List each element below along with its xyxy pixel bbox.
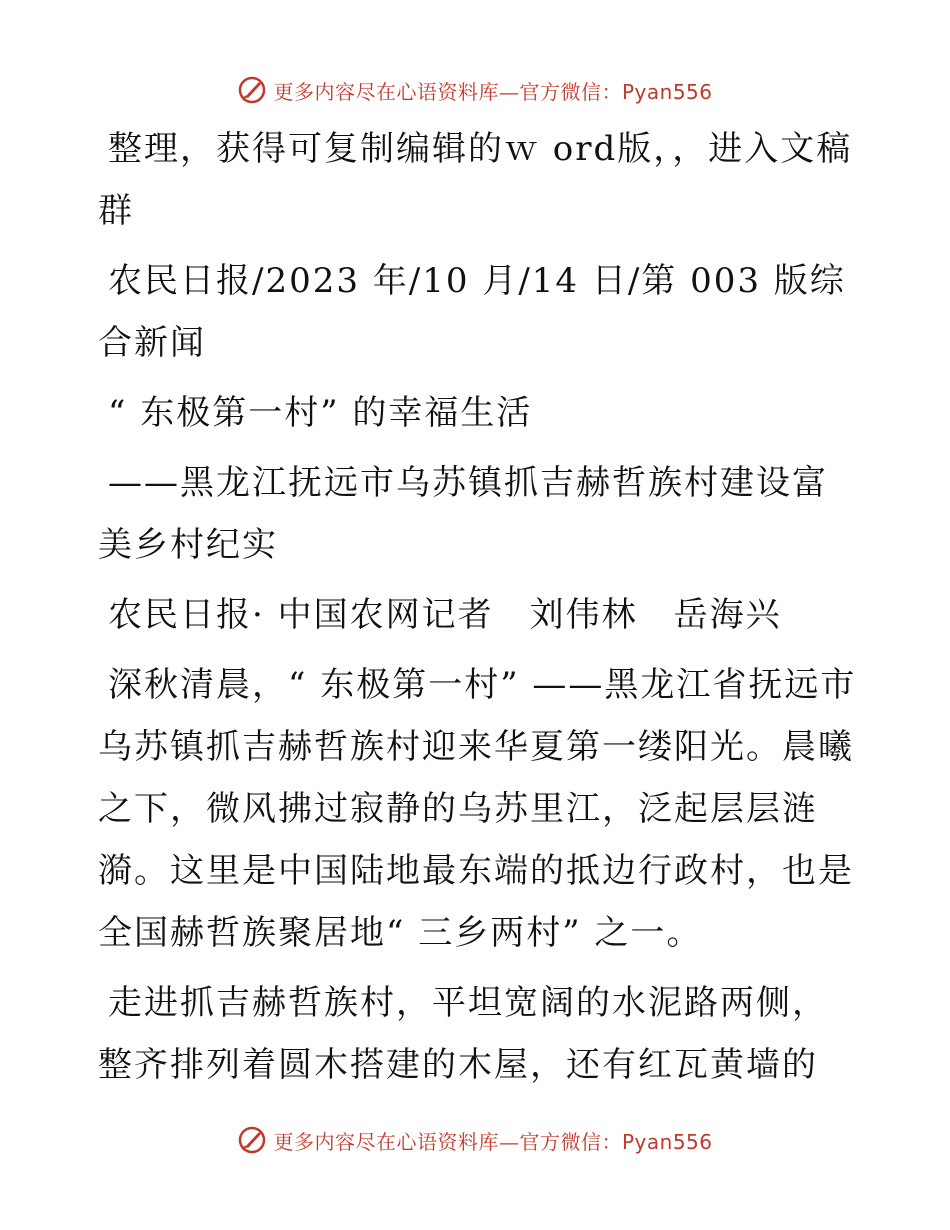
watermark-text bbox=[273, 76, 712, 105]
watermark-dash: — bbox=[498, 1129, 520, 1154]
byline: 农民日报· 中国农网记者 刘伟林 岳海兴 bbox=[108, 595, 782, 635]
article-title: “ 东极第一村” 的幸福生活 bbox=[108, 393, 533, 433]
watermark-wechat-label: 官方微信： bbox=[519, 79, 622, 104]
intro-paragraph: 整理，获得可复制编辑的ｗ ord版，，进入文稿群 bbox=[98, 129, 853, 231]
watermark-wechat-id: Pyan556 bbox=[621, 1129, 713, 1154]
quill-logo-icon bbox=[237, 75, 267, 105]
watermark-wechat-id: Pyan556 bbox=[621, 79, 713, 104]
source-line: 农民日报/2023 年/10 月/14 日/第 003 版综合新闻 bbox=[98, 261, 846, 363]
article-subtitle: ——黑龙江抚远市乌苏镇抓吉赫哲族村建设富美乡村纪实 bbox=[98, 463, 828, 565]
watermark-text bbox=[273, 1126, 712, 1155]
watermark-site-text: 更多内容尽在心语资料库 bbox=[273, 1129, 499, 1154]
body-paragraph: 深秋清晨，“ 东极第一村” ——黑龙江省抚远市乌苏镇抓吉赫哲族村迎来华夏第一缕阳光。晨曦之下，微风拂过寂静的乌苏里江，泛起层层涟漪。这里是中国陆地最东端的抵边行政村，也是全国赫哲族聚居地“ 三乡两村” 之一。 bbox=[98, 665, 857, 953]
quill-logo-icon bbox=[237, 1125, 267, 1155]
watermark-wechat-label: 官方微信： bbox=[519, 1129, 622, 1154]
body-paragraph: 走进抓吉赫哲族村，平坦宽阔的水泥路两侧，整齐排列着圆木搭建的木屋，还有红瓦黄墙的 bbox=[98, 983, 828, 1085]
watermark-dash: — bbox=[498, 79, 520, 104]
header-watermark bbox=[0, 70, 950, 110]
watermark-site-text: 更多内容尽在心语资料库 bbox=[273, 79, 499, 104]
document-body bbox=[98, 118, 858, 1104]
footer-watermark bbox=[0, 1120, 950, 1160]
